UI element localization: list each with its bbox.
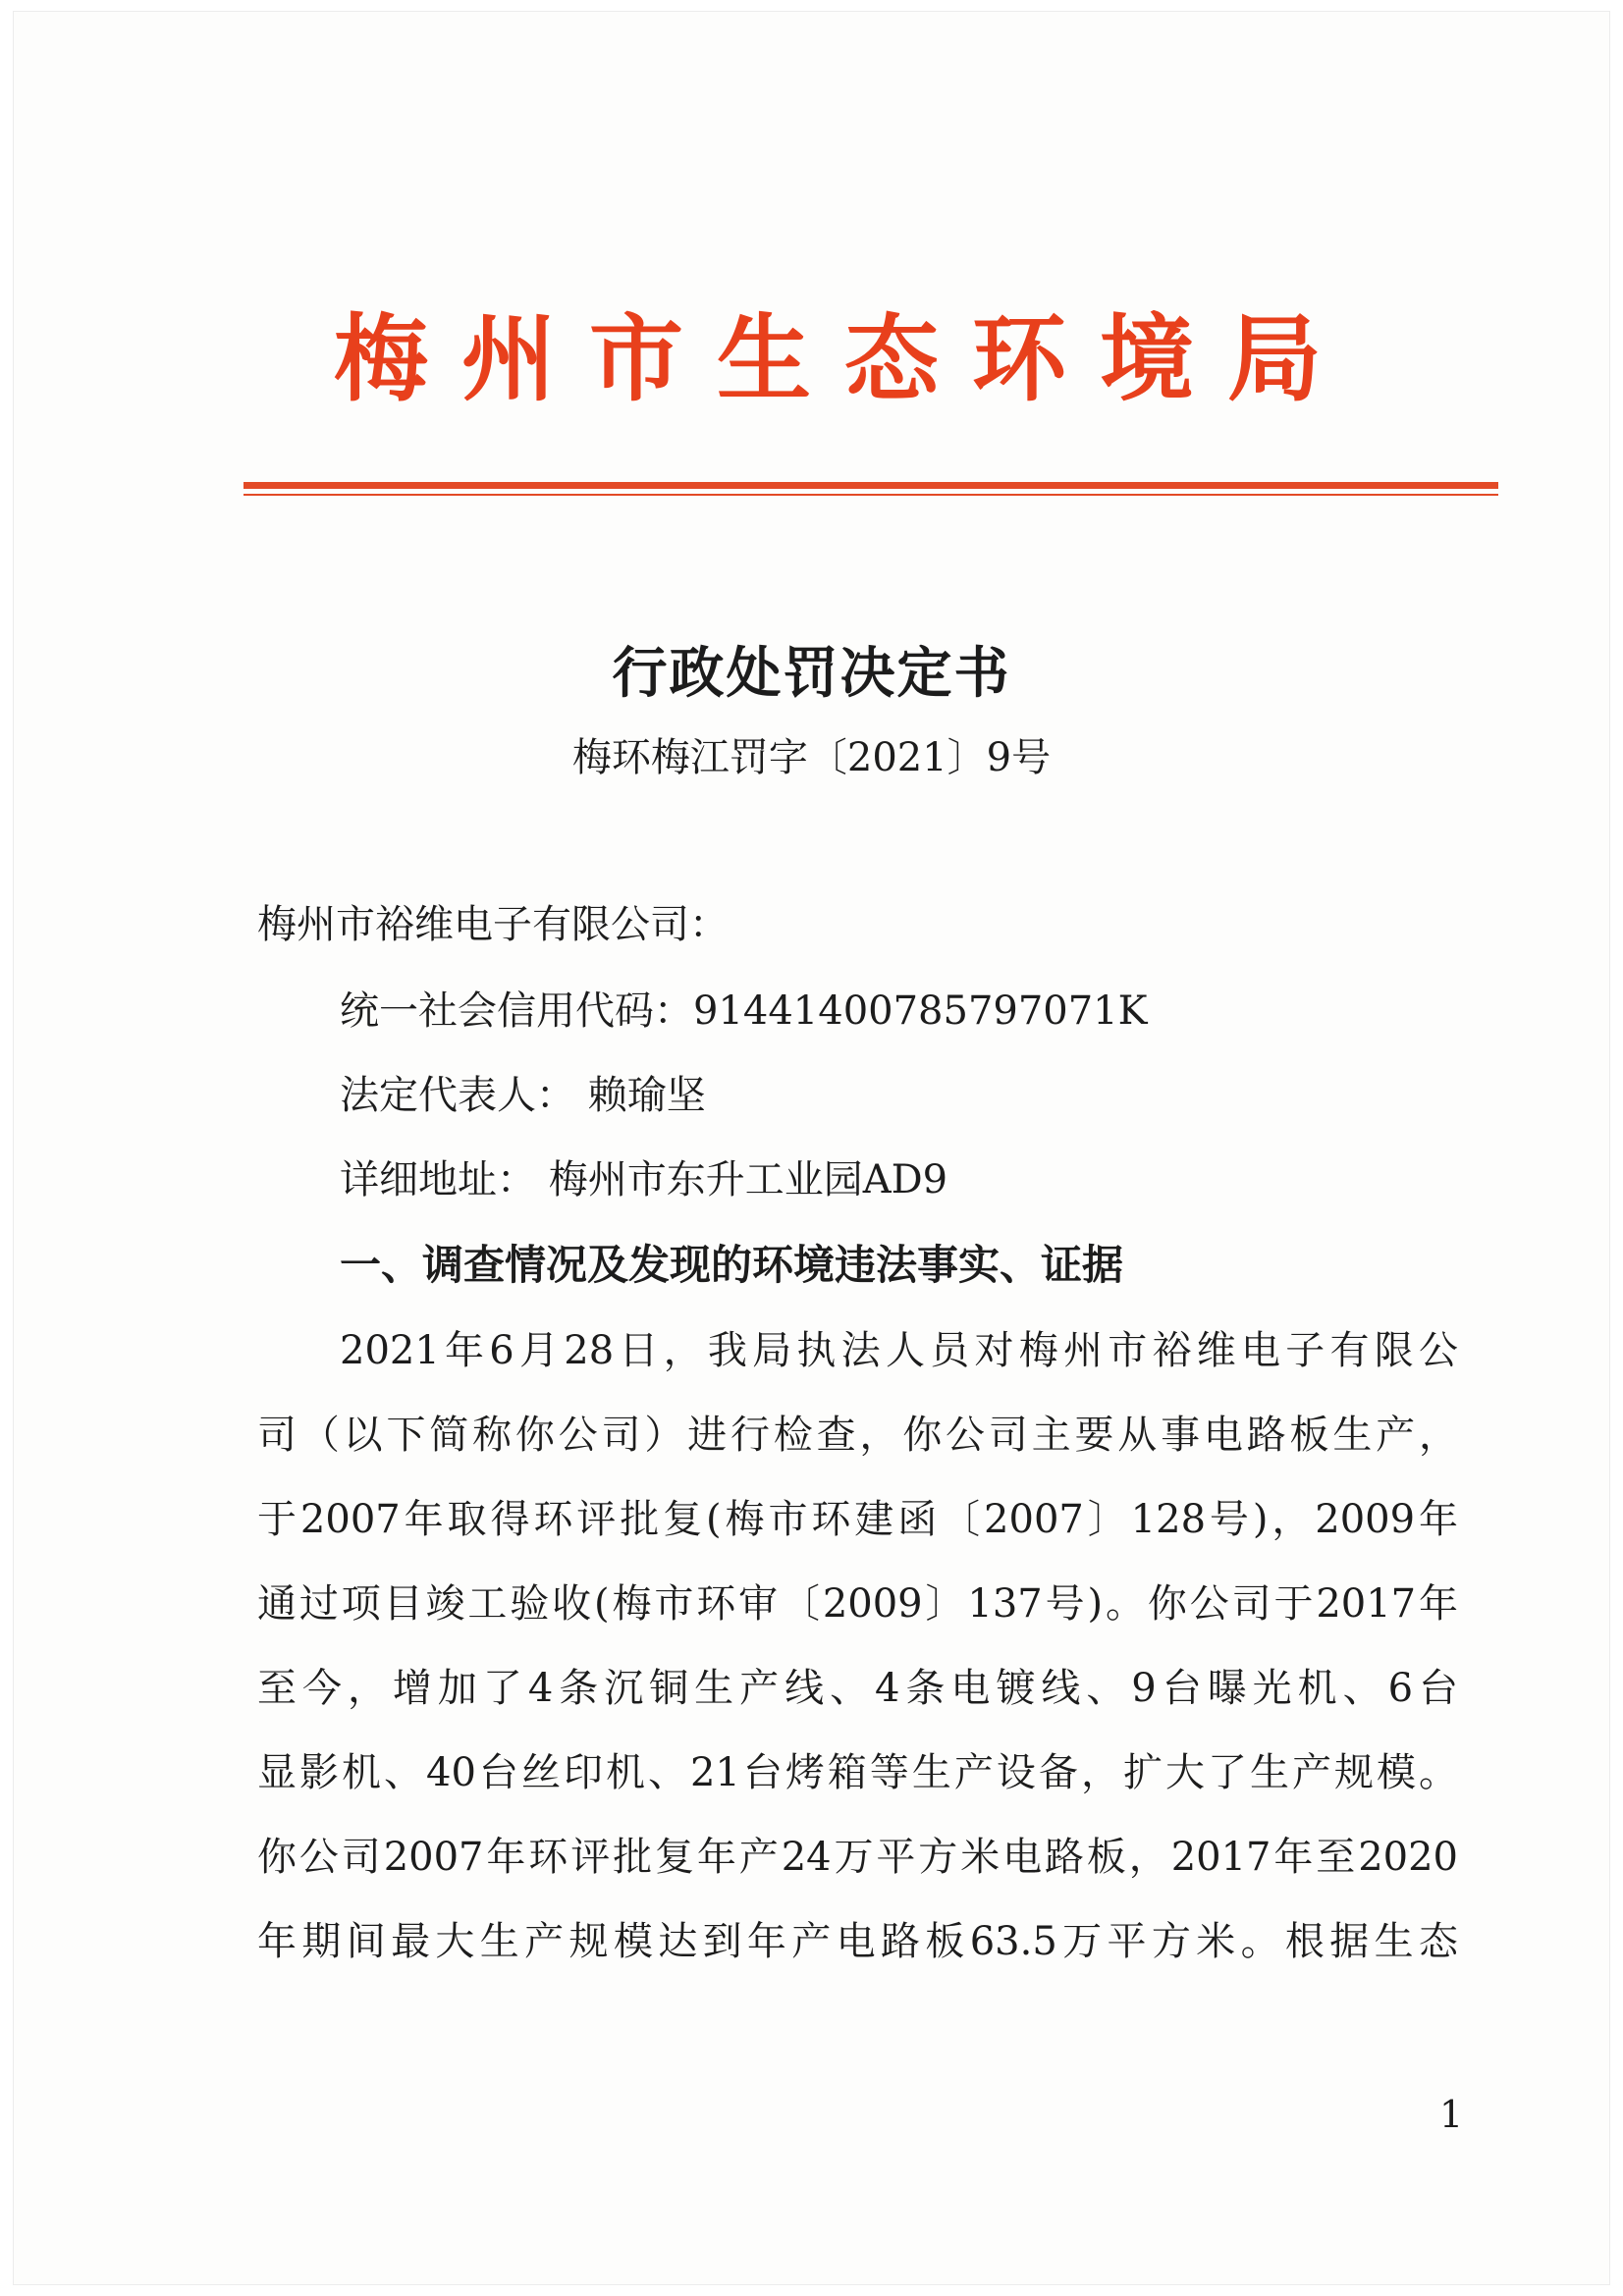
paragraph-line: 你公司2007年环评批复年产24万平方米电路板，2017年至2020 xyxy=(257,1835,1458,1880)
party-name: 梅州市裕维电子有限公司： xyxy=(257,902,729,947)
letterhead-rule-thick xyxy=(243,482,1498,489)
agency-letterhead: 梅州市生态环境局 xyxy=(334,303,1355,414)
detailed-address: 详细地址： 梅州市东升工业园AD9 xyxy=(340,1157,948,1202)
document-number: 梅环梅江罚字〔2021〕9号 xyxy=(571,735,1052,780)
paragraph-line: 2021年6月28日，我局执法人员对梅州市裕维电子有限公 xyxy=(340,1328,1458,1373)
credit-code: 统一社会信用代码：91441400785797071K xyxy=(340,988,1148,1034)
section-heading: 一、调查情况及发现的环境违法事实、证据 xyxy=(340,1241,1124,1289)
letterhead-rule-thin xyxy=(243,494,1498,496)
paragraph-line: 年期间最大生产规模达到年产电路板63.5万平方米。根据生态 xyxy=(257,1919,1458,1964)
paragraph-line: 通过项目竣工验收(梅市环审〔2009〕137号)。你公司于2017年 xyxy=(257,1581,1458,1627)
paragraph-line: 司（以下简称你公司）进行检查，你公司主要从事电路板生产， xyxy=(257,1413,1458,1458)
paragraph-line: 显影机、40台丝印机、21台烤箱等生产设备，扩大了生产规模。 xyxy=(257,1750,1458,1795)
page-number: 1 xyxy=(1439,2093,1464,2136)
paragraph-line: 于2007年取得环评批复(梅市环建函〔2007〕128号)，2009年 xyxy=(257,1497,1458,1542)
document-title: 行政处罚决定书 xyxy=(612,641,1011,706)
legal-representative: 法定代表人： 赖瑜坚 xyxy=(340,1073,706,1118)
paragraph-line: 至今，增加了4条沉铜生产线、4条电镀线、9台曝光机、6台 xyxy=(257,1666,1458,1711)
letterhead-rule xyxy=(243,482,1498,496)
